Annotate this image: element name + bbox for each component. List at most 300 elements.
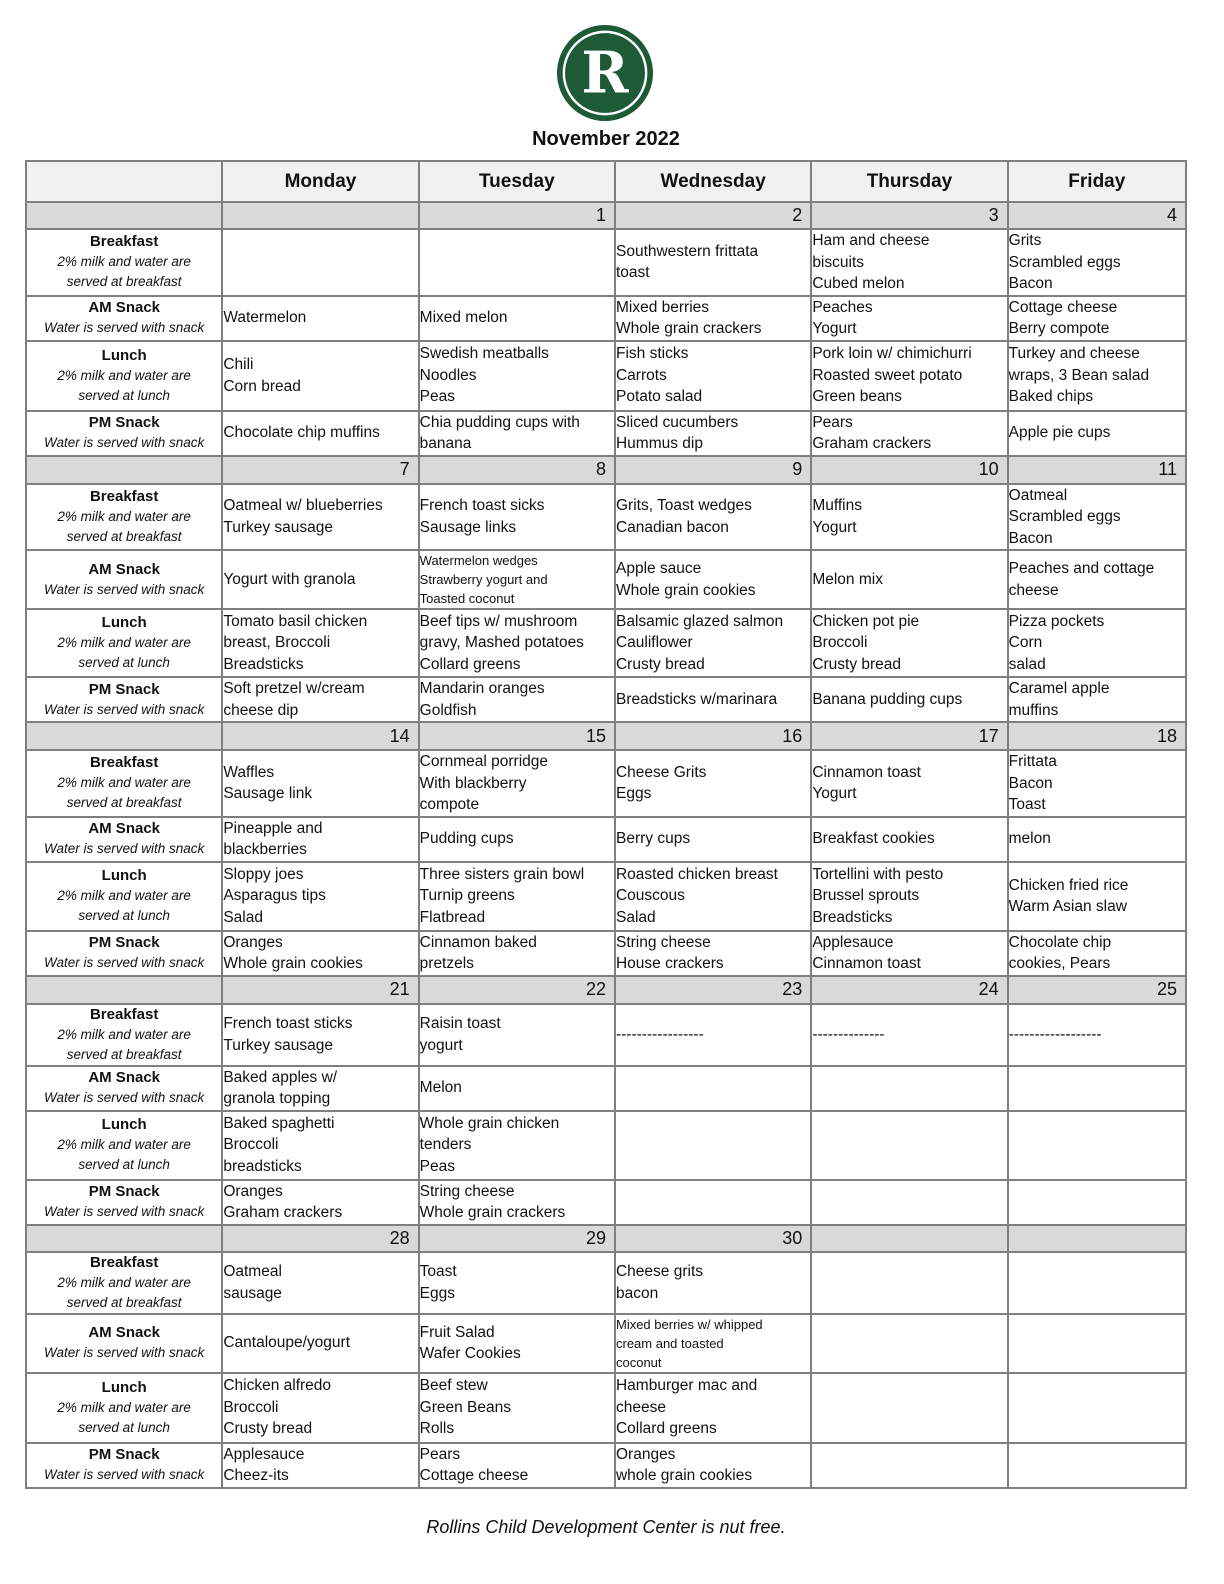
menu-item: Oranges: [223, 933, 283, 951]
meal-label-cell: [26, 862, 222, 931]
menu-cell: [811, 341, 1007, 411]
menu-cell: [419, 341, 615, 411]
meal-label: Lunch: [101, 346, 147, 364]
menu-cell: [222, 750, 418, 817]
menu-cell: [615, 1252, 811, 1314]
menu-cell: [419, 1373, 615, 1443]
menu-item: Salad: [223, 908, 263, 926]
weekday-friday: Friday: [1008, 161, 1186, 202]
menu-item: Rolls: [419, 1420, 455, 1438]
week-date-row: [26, 722, 1186, 750]
menu-item: Strawberry yogurt and: [419, 572, 548, 587]
meal-row-am-snack: [26, 550, 1186, 609]
meal-label-cell: [26, 411, 222, 456]
menu-cell: [811, 1111, 1007, 1180]
menu-item: Baked spaghetti: [223, 1114, 335, 1132]
menu-item: Oatmeal: [223, 1263, 282, 1280]
menu-item: Cantaloupe/yogurt: [223, 1334, 350, 1352]
menu-cell: [419, 550, 615, 609]
menu-item: Melon mix: [812, 570, 883, 588]
menu-cell: [811, 750, 1007, 817]
date-number: 23: [615, 976, 811, 1004]
date-number: 8: [419, 456, 615, 484]
meal-label-cell: [26, 677, 222, 722]
menu-cell: [419, 931, 615, 976]
date-number: 25: [1008, 976, 1186, 1004]
menu-cell: [1008, 550, 1186, 609]
menu-item: Scrambled eggs: [1008, 253, 1121, 271]
menu-cell: [811, 1252, 1007, 1314]
menu-item: Chia pudding cups with: [419, 413, 580, 431]
meal-note: served at breakfast: [66, 795, 182, 811]
menu-cell: [615, 1004, 811, 1066]
menu-cell: [419, 609, 615, 677]
date-number: 17: [811, 722, 1007, 750]
meal-note: served at lunch: [78, 387, 170, 403]
meal-note: served at lunch: [78, 655, 170, 670]
menu-item: tenders: [419, 1136, 472, 1154]
menu-item: yogurt: [419, 1036, 463, 1054]
date-number: 29: [419, 1225, 615, 1252]
menu-item: Bacon: [1008, 275, 1053, 292]
date-number: 3: [811, 202, 1007, 229]
menu-item: Caramel apple: [1008, 680, 1110, 697]
date-number: 7: [222, 456, 418, 484]
menu-item: String cheese: [419, 1182, 515, 1200]
menu-cell: [615, 229, 811, 296]
menu-item: Pineapple and: [223, 819, 323, 837]
meal-note: Water is served with snack: [44, 320, 205, 335]
meal-label-cell: [26, 1443, 222, 1488]
meal-note: 2% milk and water are: [57, 508, 191, 524]
menu-item: Oranges: [615, 1445, 676, 1463]
menu-item: French toast sticks: [223, 1015, 353, 1032]
menu-cell: [222, 1180, 418, 1225]
svg-text:R: R: [581, 40, 629, 107]
menu-item: Watermelon wedges: [419, 553, 538, 568]
meal-label: Breakfast: [89, 233, 159, 251]
meal-label-cell: [26, 1111, 222, 1180]
meal-row-pm-snack: [26, 1443, 1186, 1488]
menu-item: Couscous: [615, 887, 685, 905]
menu-cell: [615, 817, 811, 862]
week-date-row: [26, 1225, 1186, 1252]
menu-cell: [419, 750, 615, 817]
meal-label-cell: [26, 817, 222, 862]
menu-item: Warm Asian slaw: [1008, 898, 1127, 915]
menu-cell: [1008, 609, 1186, 677]
meal-row-pm-snack: [26, 931, 1186, 976]
menu-item: Canadian bacon: [615, 518, 729, 536]
menu-item: Breakfast cookies: [812, 830, 935, 848]
menu-item: Frittata: [1008, 753, 1057, 770]
menu-item: Crusty bread: [812, 655, 902, 673]
menu-item: Peaches and cottage: [1008, 560, 1155, 577]
date-row-label-cell: [26, 722, 222, 750]
meal-note: 2% milk and water are: [57, 775, 191, 791]
rollins-logo-icon: [556, 24, 654, 122]
meal-row-breakfast: [26, 750, 1186, 817]
menu-item: sausage: [223, 1284, 282, 1302]
date-number: 10: [811, 456, 1007, 484]
meal-row-pm-snack: [26, 1180, 1186, 1225]
menu-cell: [222, 1252, 418, 1314]
menu-cell: [419, 817, 615, 862]
menu-item: Mandarin oranges: [419, 680, 545, 697]
menu-item: Raisin toast: [419, 1015, 501, 1032]
menu-cell: [811, 1066, 1007, 1111]
menu-cell: [615, 341, 811, 411]
meal-note: Water is served with snack: [44, 1467, 205, 1482]
menu-item: Noodles: [419, 366, 477, 384]
menu-cell: [1008, 1252, 1186, 1314]
menu-cell: [222, 1373, 418, 1443]
menu-item: Oatmeal: [1008, 486, 1068, 504]
menu-cell: [419, 1180, 615, 1225]
menu-calendar-table: [25, 160, 1187, 1489]
meal-label: Breakfast: [89, 1253, 159, 1271]
menu-item: breadsticks: [223, 1157, 302, 1175]
date-number: [1008, 1225, 1186, 1252]
menu-item: blackberries: [223, 841, 307, 858]
menu-item: French toast sicks: [419, 497, 545, 515]
menu-item: Pears: [812, 413, 853, 431]
meal-label: AM Snack: [88, 1324, 161, 1341]
date-number: [222, 202, 418, 229]
meal-label: AM Snack: [88, 560, 161, 578]
menu-cell: [615, 1314, 811, 1373]
meal-label-cell: [26, 1004, 222, 1066]
menu-item: --------------: [812, 1025, 885, 1043]
meal-note: Water is served with snack: [44, 581, 205, 597]
menu-item: Broccoli: [223, 1398, 279, 1416]
menu-cell: [811, 677, 1007, 722]
menu-item: With blackberry: [419, 774, 527, 792]
weekday-header-row: [26, 161, 1186, 202]
menu-item: Potato salad: [615, 388, 703, 406]
menu-item: Corn bread: [223, 377, 301, 395]
meal-label-cell: [26, 550, 222, 609]
menu-item: Berry compote: [1008, 320, 1110, 337]
menu-cell: [811, 1004, 1007, 1066]
meal-label: Breakfast: [89, 1005, 159, 1023]
menu-cell: [1008, 931, 1186, 976]
meal-note: served at breakfast: [66, 1294, 182, 1310]
menu-item: Cinnamon baked: [419, 933, 537, 951]
menu-item: Collard greens: [615, 1420, 717, 1438]
menu-item: Eggs: [419, 1284, 455, 1302]
meal-row-breakfast: [26, 484, 1186, 551]
menu-cell: [419, 296, 615, 341]
menu-cell: [811, 550, 1007, 609]
menu-cell: [222, 1443, 418, 1488]
menu-item: Broccoli: [223, 1136, 279, 1154]
date-number: 11: [1008, 456, 1186, 484]
menu-item: Soft pretzel w/cream: [223, 680, 365, 697]
menu-cell: [222, 341, 418, 411]
date-number: 18: [1008, 722, 1186, 750]
date-row-label-cell: [26, 456, 222, 484]
menu-cell: [811, 1314, 1007, 1373]
menu-item: biscuits: [812, 253, 864, 271]
meal-label: AM Snack: [88, 820, 161, 837]
menu-item: Collard greens: [419, 655, 521, 673]
menu-item: cheese: [1008, 581, 1059, 599]
menu-cell: [222, 296, 418, 341]
menu-item: Sliced cucumbers: [615, 413, 739, 431]
menu-item: Baked apples w/: [223, 1068, 338, 1086]
menu-item: Pork loin w/ chimichurri: [812, 345, 972, 363]
meal-note: Water is served with snack: [44, 841, 205, 856]
menu-item: Applesauce: [223, 1445, 305, 1463]
meal-label-cell: [26, 931, 222, 976]
menu-cell: [1008, 677, 1186, 722]
date-number: 1: [419, 202, 615, 229]
menu-item: Whole grain cookies: [615, 581, 756, 599]
menu-cell: [1008, 1111, 1186, 1180]
menu-item: Tortellini with pesto: [812, 865, 944, 883]
menu-item: Cottage cheese: [419, 1467, 529, 1484]
menu-item: Turkey sausage: [223, 1036, 334, 1054]
meal-label-cell: [26, 1066, 222, 1111]
menu-cell: [615, 411, 811, 456]
nut-free-notice: Rollins Child Development Center is nut free.: [426, 1517, 786, 1537]
meal-label: Lunch: [101, 614, 147, 631]
weekday-thursday: Thursday: [811, 161, 1007, 202]
meal-row-lunch: [26, 341, 1186, 411]
meal-label-cell: [26, 296, 222, 341]
menu-item: Mixed berries w/ whipped: [615, 1316, 763, 1332]
meal-note: 2% milk and water are: [57, 254, 191, 270]
menu-cell: [419, 411, 615, 456]
menu-item: Crusty bread: [615, 655, 705, 673]
menu-item: Apple pie cups: [1008, 424, 1111, 442]
menu-cell: [1008, 750, 1186, 817]
menu-item: Mixed melon: [419, 309, 508, 327]
menu-cell: [615, 1373, 811, 1443]
meal-label-cell: [26, 1252, 222, 1314]
menu-item: Fruit Salad: [419, 1323, 495, 1341]
menu-item: Yogurt: [812, 320, 857, 337]
menu-item: Broccoli: [812, 634, 868, 652]
menu-item: Three sisters grain bowl: [419, 865, 585, 883]
meal-note: 2% milk and water are: [57, 888, 191, 903]
menu-item: Turkey and cheese: [1008, 345, 1140, 363]
menu-cell: [419, 1004, 615, 1066]
meal-row-lunch: [26, 1111, 1186, 1180]
menu-item: toast: [615, 264, 650, 282]
meal-note: 2% milk and water are: [57, 1399, 191, 1415]
menu-item: Eggs: [615, 785, 652, 803]
menu-cell: [1008, 1004, 1186, 1066]
menu-cell: [222, 1066, 418, 1111]
menu-item: Mixed berries: [615, 298, 710, 316]
weekday-tuesday: Tuesday: [419, 161, 615, 202]
menu-cell: [419, 484, 615, 551]
meal-label-cell: [26, 1373, 222, 1443]
meal-label: PM Snack: [88, 1183, 160, 1200]
menu-cell: [811, 1443, 1007, 1488]
meal-label: PM Snack: [88, 680, 160, 698]
menu-item: coconut: [615, 1354, 662, 1370]
menu-cell: [222, 817, 418, 862]
menu-cell: [1008, 341, 1186, 411]
menu-item: Swedish meatballs: [419, 345, 549, 363]
meal-label-cell: [26, 229, 222, 296]
meal-row-am-snack: [26, 817, 1186, 862]
menu-item: breast, Broccoli: [223, 634, 331, 652]
menu-item: Melon: [419, 1079, 462, 1097]
menu-cell: [811, 862, 1007, 931]
date-number: 16: [615, 722, 811, 750]
menu-cell: [1008, 296, 1186, 341]
menu-item: Pizza pockets: [1008, 612, 1105, 630]
meal-label: Lunch: [101, 1116, 147, 1133]
menu-cell: [419, 1314, 615, 1373]
menu-cell: [1008, 411, 1186, 456]
menu-item: Graham crackers: [223, 1204, 343, 1221]
menu-cell: [615, 550, 811, 609]
menu-cell: [222, 931, 418, 976]
meal-note: 2% milk and water are: [57, 367, 191, 383]
menu-item: cheese dip: [223, 701, 299, 719]
menu-item: whole grain cookies: [615, 1467, 753, 1484]
menu-item: Cheez-its: [223, 1467, 289, 1484]
menu-cell: [419, 1252, 615, 1314]
meal-note: 2% milk and water are: [57, 1274, 191, 1290]
meal-note: served at breakfast: [66, 274, 182, 290]
meal-label-cell: [26, 341, 222, 411]
menu-cell: [1008, 1066, 1186, 1111]
menu-item: Sausage links: [419, 518, 517, 536]
menu-item: Bacon: [1008, 774, 1053, 792]
menu-cell: [811, 296, 1007, 341]
meal-label: PM Snack: [88, 934, 160, 951]
menu-item: Muffins: [812, 497, 862, 515]
menu-item: compote: [419, 796, 480, 813]
menu-item: Hamburger mac and: [615, 1377, 758, 1395]
date-number: [811, 1225, 1007, 1252]
meal-row-breakfast: [26, 1004, 1186, 1066]
menu-item: Banana pudding cups: [812, 690, 963, 708]
menu-cell: [419, 229, 615, 296]
menu-item: Peas: [419, 1157, 455, 1175]
menu-cell: [222, 484, 418, 551]
menu-cell: [615, 1443, 811, 1488]
week-date-row: [26, 456, 1186, 484]
menu-item: Apple sauce: [615, 560, 702, 577]
menu-cell: [615, 750, 811, 817]
week-date-row: [26, 202, 1186, 229]
meal-note: 2% milk and water are: [57, 1026, 191, 1042]
menu-item: Toast: [1008, 796, 1046, 813]
date-number: 28: [222, 1225, 418, 1252]
menu-item: Salad: [615, 908, 656, 926]
date-number: 30: [615, 1225, 811, 1252]
menu-cell: [811, 411, 1007, 456]
menu-cell: [222, 677, 418, 722]
menu-item: Chocolate chip: [1008, 933, 1112, 951]
menu-item: Chicken pot pie: [812, 612, 920, 630]
menu-item: Hummus dip: [615, 435, 703, 452]
menu-cell: [222, 1314, 418, 1373]
menu-item: Applesauce: [812, 933, 894, 951]
menu-item: Goldfish: [419, 701, 477, 719]
meal-note: served at breakfast: [66, 1046, 182, 1062]
menu-cell: [419, 1066, 615, 1111]
meal-note: served at breakfast: [66, 528, 182, 544]
meal-row-am-snack: [26, 1066, 1186, 1111]
menu-item: wraps, 3 Bean salad: [1008, 366, 1150, 384]
date-number: 2: [615, 202, 811, 229]
date-row-label-cell: [26, 976, 222, 1004]
meal-label-cell: [26, 1314, 222, 1373]
menu-item: Bacon: [1008, 529, 1053, 547]
menu-item: salad: [1008, 655, 1046, 673]
menu-cell: [419, 862, 615, 931]
menu-item: House crackers: [615, 955, 724, 972]
menu-item: Whole grain crackers: [615, 320, 762, 337]
menu-item: Scrambled eggs: [1008, 508, 1121, 525]
menu-item: pretzels: [419, 955, 474, 972]
menu-item: Yogurt: [812, 518, 857, 536]
date-number: 4: [1008, 202, 1186, 229]
menu-cell: [222, 550, 418, 609]
weekday-monday: Monday: [222, 161, 418, 202]
menu-item: Beef stew: [419, 1377, 488, 1395]
meal-label: Breakfast: [89, 754, 159, 772]
menu-cell: [811, 1373, 1007, 1443]
date-number: 15: [419, 722, 615, 750]
meal-label-cell: [26, 750, 222, 817]
menu-cell: [1008, 229, 1186, 296]
menu-cell: [419, 1111, 615, 1180]
menu-item: cheese: [615, 1398, 666, 1416]
meal-label: AM Snack: [88, 1069, 161, 1086]
meal-note: served at lunch: [78, 1419, 170, 1435]
menu-cell: [1008, 1314, 1186, 1373]
menu-item: gravy, Mashed potatoes: [419, 634, 584, 652]
week-date-row: [26, 976, 1186, 1004]
menu-item: Breadsticks: [223, 655, 304, 673]
menu-item: Pears: [419, 1445, 461, 1463]
meal-note: 2% milk and water are: [57, 1137, 191, 1152]
weekday-wednesday: Wednesday: [615, 161, 811, 202]
meal-label-cell: [26, 609, 222, 677]
menu-cell: [222, 1111, 418, 1180]
meal-label: PM Snack: [88, 1446, 160, 1463]
menu-cell: [222, 229, 418, 296]
menu-item: Ham and cheese: [812, 232, 930, 249]
menu-item: Grits, Toast wedges: [615, 497, 752, 515]
menu-cell: [1008, 1373, 1186, 1443]
menu-item: Grits: [1008, 232, 1042, 249]
menu-item: Oatmeal w/ blueberries: [223, 497, 383, 515]
menu-item: Cinnamon toast: [812, 955, 921, 972]
menu-item: -----------------: [615, 1025, 704, 1043]
meal-label: AM Snack: [88, 299, 161, 316]
menu-item: cream and toasted: [615, 1335, 724, 1351]
menu-item: Waffles: [223, 763, 275, 781]
meal-row-breakfast: [26, 229, 1186, 296]
meal-note: served at lunch: [78, 908, 170, 923]
menu-item: Whole grain chicken: [419, 1114, 560, 1132]
menu-item: Corn: [1008, 634, 1043, 652]
menu-item: Cheese grits: [615, 1263, 703, 1280]
menu-item: ------------------: [1008, 1025, 1102, 1043]
menu-item: melon: [1008, 830, 1051, 848]
menu-item: Watermelon: [223, 309, 307, 327]
